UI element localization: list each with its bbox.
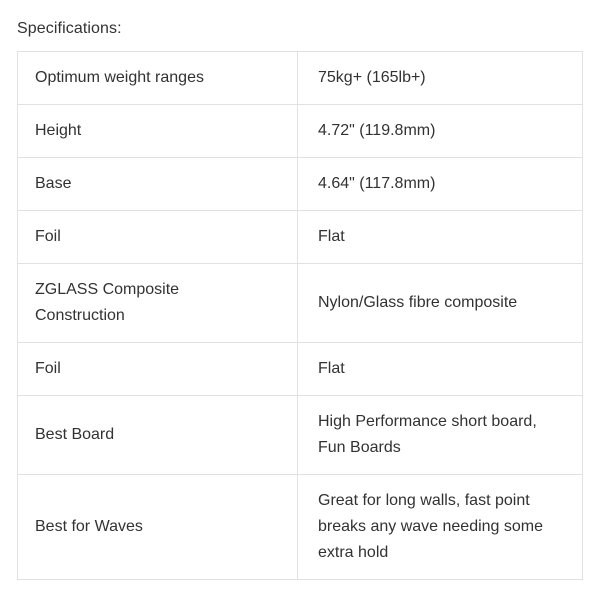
- spec-value-cell: 4.72" (119.8mm): [298, 105, 583, 158]
- spec-label-cell: Height: [18, 105, 298, 158]
- spec-label-cell: Foil: [18, 343, 298, 396]
- table-row: [18, 343, 583, 396]
- spec-value-cell: High Performance short board, Fun Boards: [298, 396, 583, 475]
- spec-label-cell: Best Board: [18, 396, 298, 475]
- spec-label-cell: Optimum weight ranges: [18, 52, 298, 105]
- spec-value-cell: 75kg+ (165lb+): [298, 52, 583, 105]
- table-row: [18, 105, 583, 158]
- table-row: [18, 52, 583, 105]
- table-row: [18, 158, 583, 211]
- spec-value-cell: Flat: [298, 343, 583, 396]
- specifications-heading: Specifications:: [17, 20, 122, 37]
- table-row: [18, 264, 583, 343]
- table-row: [18, 396, 583, 475]
- spec-value-cell: Great for long walls, fast point breaks any wave needing some extra hold: [298, 475, 583, 580]
- specifications-table: [17, 51, 583, 580]
- spec-label-cell: ZGLASS Composite Construction: [18, 264, 298, 343]
- spec-value-cell: Nylon/Glass fibre composite: [298, 264, 583, 343]
- spec-label-cell: Base: [18, 158, 298, 211]
- spec-label-cell: Best for Waves: [18, 475, 298, 580]
- table-row: [18, 475, 583, 580]
- spec-value-cell: Flat: [298, 211, 583, 264]
- spec-value-cell: 4.64" (117.8mm): [298, 158, 583, 211]
- table-row: [18, 211, 583, 264]
- spec-label-cell: Foil: [18, 211, 298, 264]
